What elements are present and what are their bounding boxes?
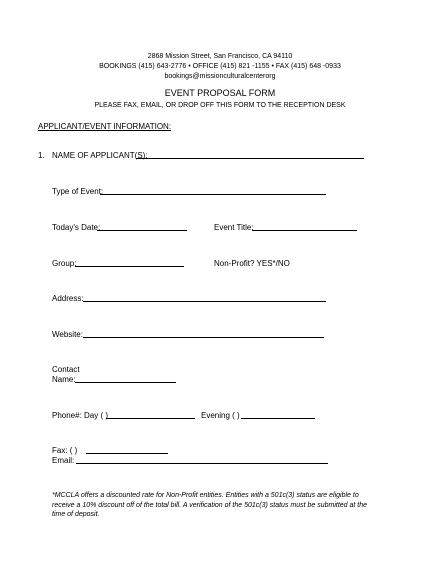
- website-field[interactable]: [83, 337, 324, 338]
- form-title: EVENT PROPOSAL FORM: [164, 88, 276, 98]
- phone-day-field[interactable]: [106, 418, 195, 419]
- header-phones: BOOKINGS (415) 643-2776 • OFFICE (415) 821 -1155 • FAX (415) 648 -0933: [99, 63, 341, 70]
- todays-date-field[interactable]: [97, 230, 187, 231]
- event-type-field[interactable]: [100, 194, 326, 195]
- section-heading: APPLICANT/EVENT INFORMATION:: [38, 122, 172, 131]
- contact-name-label: Name:: [52, 375, 76, 384]
- address-field[interactable]: [83, 301, 326, 302]
- contact-name-field[interactable]: [75, 382, 176, 383]
- group-label: Group:: [52, 259, 77, 268]
- fax-label: Fax: ( ): [52, 446, 78, 455]
- email-field[interactable]: [76, 463, 328, 464]
- email-label: Email:: [52, 456, 75, 465]
- non-profit-label: Non-Profit? YES*/NO: [214, 259, 290, 268]
- event-type-label: Type of Event:: [52, 187, 104, 196]
- website-label: Website:: [52, 330, 83, 339]
- item-number: 1.: [38, 151, 45, 160]
- contact-label: Contact: [52, 365, 80, 374]
- fax-field[interactable]: [86, 453, 168, 454]
- phone-day-label: Phone#: Day ( ): [52, 411, 109, 420]
- phone-evening-label: Evening ( ): [201, 411, 240, 420]
- address-label: Address:: [52, 294, 84, 303]
- phone-evening-field[interactable]: [241, 418, 315, 419]
- footnote: *MCCLA offers a discounted rate for Non-Profit entities. Entities with a 501c(3) status are eligible to receive a 10% discount off of the total bill. A verification of the 501c(3) status must be submitted at the time of deposit.: [52, 492, 368, 518]
- event-title-label: Event Title:: [214, 223, 254, 232]
- header-email: bookings@missionculturalcenterorg: [164, 73, 276, 80]
- header-address: 2868 Mission Street, San Francisco, CA 94110: [147, 53, 293, 60]
- group-field[interactable]: [75, 266, 184, 267]
- applicant-name-label: NAME OF APPLICANT(S):: [52, 151, 148, 160]
- applicant-name-field[interactable]: [136, 158, 364, 159]
- form-instructions: PLEASE FAX, EMAIL, OR DROP OFF THIS FORM TO THE RECEPTION DESK: [94, 102, 346, 109]
- event-title-field[interactable]: [252, 230, 357, 231]
- todays-date-label: Today's Date:: [52, 223, 101, 232]
